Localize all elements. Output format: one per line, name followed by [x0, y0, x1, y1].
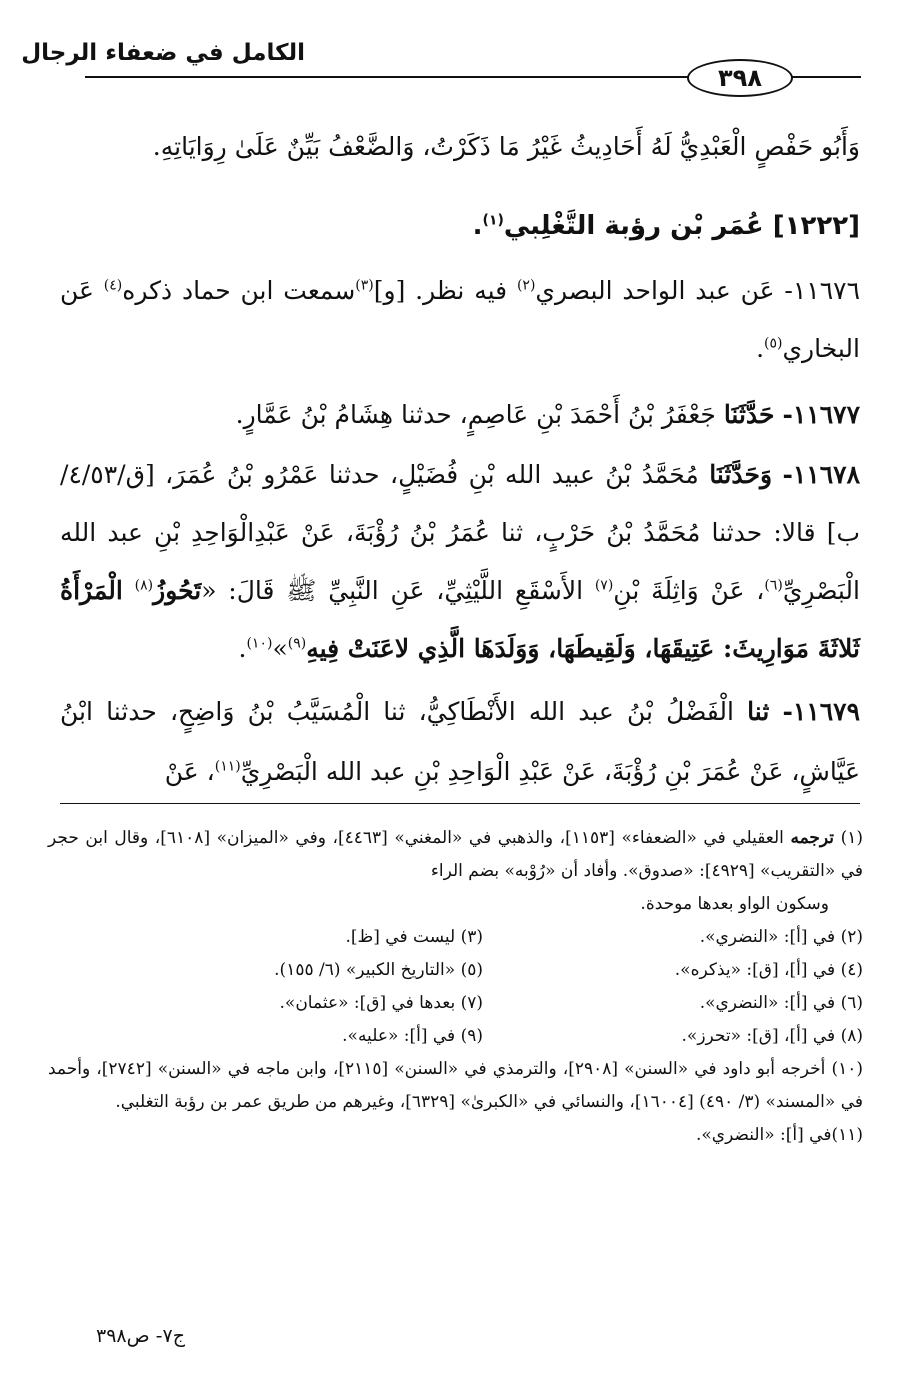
narration-text: عَن عبد الواحد البصري: [535, 276, 775, 305]
narration-lead: وَحَدَّثَنَا: [709, 460, 773, 489]
paragraph-1: وَأَبُو حَفْصٍ الْعَبْدِيُّ لَهُ أَحَادِيثُ غَيْرُ مَا ذَكَرْتُ، وَالضَّعْفُ بَيِّنٌ عَلَىٰ رِوَايَاتِهِ.: [152, 132, 860, 161]
narration-11679: [60, 682, 860, 802]
narration-text: ، عَنْ: [164, 757, 215, 786]
footnote-9: (٩) في [أ]: «عليه».: [342, 1026, 483, 1046]
footnote-ref-5: (٥): [764, 335, 783, 352]
footnote-7: (٧) بعدها في [ق]: «عثمان».: [279, 993, 483, 1013]
footnote-3: (٣) ليست في [ظ].: [345, 927, 483, 947]
narration-text: جَعْفَرُ بْنُ أَحْمَدَ بْنِ عَاصِمٍ، حدثنا هِشَامُ بْنُ عَمَّارٍ.: [235, 400, 716, 429]
narration-text: سمعت ابن حماد ذكره: [122, 276, 356, 305]
footnote-1-cont: وسكون الواو بعدها موحدة.: [640, 894, 829, 914]
footnote-ref-2: (٢): [516, 277, 536, 294]
page-number-badge: ٣٩٨: [687, 59, 793, 97]
footnote-ref-4: (٤): [103, 277, 123, 294]
footnote-ref-11: (١١): [214, 758, 241, 775]
quote-close: »: [272, 634, 288, 663]
footnote-ref-7: (٧): [594, 577, 614, 594]
footnote-6: (٦) في [أ]: «النضري».: [699, 993, 863, 1013]
footnote-11: (١١)في [أ]: «النضري».: [695, 1125, 863, 1145]
narration-text: فيه نظر. [و]: [373, 276, 508, 305]
hadith-text: تَحُوزُ: [153, 576, 202, 605]
narration-number: ١١٦٧٧-: [782, 400, 860, 429]
entry-heading: [١٢٢٢] عُمَر بْن رؤبة التَّغْلِبي$^{(١)}$.: [472, 211, 860, 241]
narration-lead: ثنا: [747, 697, 770, 726]
footnote-1: [48, 822, 863, 888]
footnote-lead: ترجمه: [790, 828, 835, 848]
footnote-5: (٥) «التاريخ الكبير» (٦/ ١٥٥).: [274, 960, 483, 980]
narration-text: الأَسْقَعِ اللَّيْثِيِّ، عَنِ النَّبِيِّ ﷺ قَالَ: «: [201, 576, 584, 605]
footnote-ref-10: (١٠): [246, 635, 273, 652]
footnote-row: [48, 1020, 863, 1053]
narration-11676: ١١٦٧٦- عَن عبد الواحد البصري$^{(٢)}$ فيه نظر. [و]$^{(٣)}$سمعت ابن حماد ذكره$^{(٤)}$ عَن البخاري$^{(٥)}$.: [60, 276, 861, 363]
footnote-ref-3: (٣): [355, 277, 374, 294]
footnote-row: [48, 921, 863, 954]
footnote-2: (٢) في [أ]: «النضري».: [699, 927, 863, 947]
running-header-title: الكامل في ضعفاء الرجال: [21, 40, 305, 66]
narration-11677: [60, 384, 860, 446]
narration-number: ١١٦٧٨-: [782, 460, 860, 489]
narration-number: ١١٦٧٩-: [782, 697, 860, 726]
hadith-text: الْمَرْأَةُ ثَلاثَةَ مَوَارِيثَ: عَتِيقَهَا، وَلَقِيطَهَا، وَوَلَدَهَا الَّذِي لاعَنَتْ فِيهِ: [60, 576, 860, 663]
entry-heading-text: [١٢٢٢] عُمَر بْن رؤبة التَّغْلِبي: [503, 211, 860, 241]
footnotes-rule: [60, 803, 860, 804]
page-footer-reference: ج٧- ص٣٩٨: [96, 1325, 185, 1347]
footnote-number: (١): [840, 828, 864, 848]
footnote-ref-8: (٨): [134, 577, 154, 594]
narration-text: عَن البخاري: [60, 276, 860, 363]
footnote-row: [48, 954, 863, 987]
footnote-4: (٤) في [أ]، [ق]: «يذكره».: [674, 960, 863, 980]
narration-text: مُحَمَّدُ بْنُ عبيد الله بْنِ فُضَيْلٍ، حدثنا عَمْرُو بْنُ عُمَرَ، [ق/٤/٥٣/ب] قالا: حدثنا مُحَمَّدُ بْنُ حَرْبٍ، ثنا عُمَرُ بْنُ رُؤْبَةَ، عَنْ عَبْدِالْوَاحِدِ بْنِ عبد الله الْبَصْرِيِّ: [60, 460, 860, 605]
footnote-8: (٨) في [أ]، [ق]: «تحرز».: [681, 1026, 863, 1046]
narration-number: ١١٦٧٦-: [784, 276, 861, 305]
footnote-ref-6: (٦): [764, 577, 783, 594]
footnote-text: العقيلي في «الضعفاء» [١١٥٣]، والذهبي في «المغني» [٤٤٦٣]، وفي «الميزان» [٦١٠٨]، وقال ابن حجر في «التقريب» [٤٩٢٩]: «صدوق». وأفاد أن «رُوْبه» بضم الراء: [48, 828, 863, 881]
footnote-row: [48, 987, 863, 1020]
narration-text: الْفَضْلُ بْنُ عبد الله الأَنْطَاكِيُّ، ثنا الْمُسَيَّبُ بْنُ وَاضِحٍ، حدثنا ابْنُ عَيَّاشٍ، عَنْ عُمَرَ بْنِ رُؤْبَةَ، عَنْ عَبْدِ الْوَاحِدِ بْنِ عبد الله الْبَصْرِيِّ: [60, 697, 860, 786]
footnote-ref-9: (٩): [287, 635, 307, 652]
narration-text: ، عَنْ وَاثِلَةَ بْنِ: [613, 576, 765, 605]
narration-11678: ١١٦٧٨- وَحَدَّثَنَا مُحَمَّدُ بْنُ عبيد الله بْنِ فُضَيْلٍ، حدثنا عَمْرُو بْنُ عُمَرَ، [ق/٤/٥٣/ب] قالا: حدثنا مُحَمَّدُ بْنُ حَرْبٍ، ثنا عُمَرُ بْنُ رُؤْبَةَ، عَنْ عَبْدِالْوَاحِدِ بْنِ عبد الله الْبَصْرِيِّ$^{(٦)}$، عَنْ وَاثِلَةَ بْنِ$^{(٧)}$ الأَسْقَعِ اللَّيْثِيِّ، عَنِ النَّبِيِّ ﷺ قَالَ: «تَحُوزُ$^{(٨)}$ الْمَرْأَةُ ثَلاثَةَ مَوَارِيثَ: عَتِيقَهَا، وَلَقِيطَهَا، وَوَلَدَهَا الَّذِي لاعَنَتْ فِيهِ$^{(٩)}$»$^{(١٠)}$.: [60, 460, 860, 663]
footnotes: [48, 822, 863, 1152]
footnote-10: (١٠) أخرجه أبو داود في «السنن» [٢٩٠٨]، والترمذي في «السنن» [٢١١٥]، وابن ماجه في «السنن» [٢٧٤٢]، وأحمد في «المسند» (٣/ ٤٩٠) [١٦٠٠٤]، والنسائي في «الكبرىٰ» [٦٣٢٩]، وغيرهم من طريق عمر بن رؤبة التغلبي.: [48, 1059, 863, 1112]
narration-lead: حَدَّثَنَا: [723, 400, 775, 429]
footnote-ref-1: (١): [482, 212, 504, 229]
